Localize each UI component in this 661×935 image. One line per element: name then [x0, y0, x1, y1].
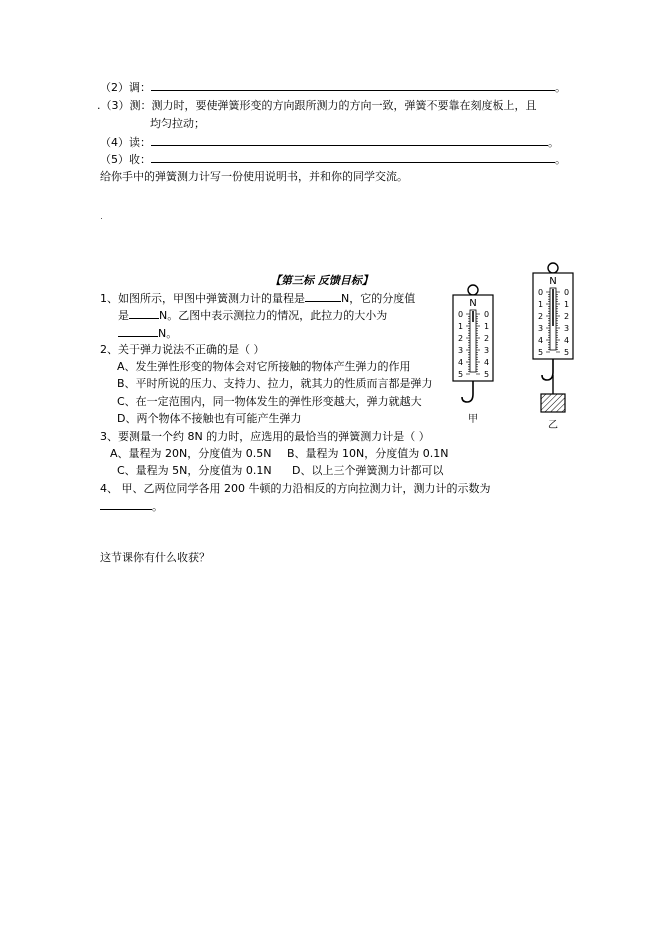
question-4-line2 — [100, 499, 163, 514]
scale-number: 1 — [458, 322, 464, 331]
scale-number: 5 — [484, 370, 490, 379]
scale-number: 3 — [458, 346, 464, 355]
scale-number: 4 — [564, 336, 570, 345]
answer-blank[interactable] — [118, 326, 158, 337]
section-title: 【第三标 反馈目标】 — [270, 274, 373, 287]
scale-number: 0 — [484, 310, 490, 319]
scale-number: 5 — [458, 370, 464, 379]
step-read-label: （4）读： — [100, 136, 151, 149]
scale-number: 3 — [538, 324, 544, 333]
scale-number: 4 — [538, 336, 544, 345]
step-adjust — [100, 80, 566, 95]
spring-scale-left — [453, 285, 493, 425]
q3-option-b: B、量程为 10N，分度值为 0.1N — [287, 447, 449, 460]
q1-text-c: 是 — [118, 309, 129, 322]
scale-number: 5 — [564, 348, 570, 357]
q2-option-d: D、两个物体不接触也有可能产生弹力 — [117, 412, 302, 425]
scale-number: 2 — [538, 312, 544, 321]
unit-label-left: N — [469, 298, 477, 309]
scale-number: 5 — [538, 348, 544, 357]
q4-end: 。 — [152, 500, 163, 513]
spring-scale-figure — [440, 262, 580, 432]
step-measure-text: 测力时，要使弹簧形变的方向跟所测力的方向一致，弹簧不要靠在刻度板上，且 — [151, 99, 537, 112]
step-measure — [97, 99, 537, 113]
caption-left: 甲 — [468, 414, 478, 425]
step-store-label: （5）收： — [100, 153, 151, 166]
answer-blank[interactable] — [151, 135, 548, 146]
step-read-end: 。 — [548, 136, 559, 149]
answer-blank[interactable] — [100, 499, 152, 510]
question-1 — [100, 291, 415, 306]
q2-option-c: C、在一定范围内，同一物体发生的弹性形变越大，弹力就越大 — [117, 395, 422, 408]
scale-number: 4 — [484, 358, 490, 367]
scale-number: 1 — [564, 300, 570, 309]
answer-blank[interactable] — [151, 152, 555, 163]
step-measure-label: .（3）测： — [97, 99, 152, 112]
weight-block — [541, 394, 565, 412]
answer-blank[interactable] — [129, 308, 159, 319]
scale-number: 2 — [484, 334, 490, 343]
q3-option-a: A、量程为 20N，分度值为 0.5N — [110, 447, 272, 460]
closing-question: 这节课你有什么收获？ — [100, 551, 210, 564]
scale-number: 4 — [458, 358, 464, 367]
unit-label-right: N — [549, 276, 557, 287]
q1-text-b: N，它的分度值 — [341, 292, 416, 305]
spring-scale-right — [533, 263, 573, 431]
scale-number: 2 — [564, 312, 570, 321]
answer-blank[interactable] — [305, 291, 341, 302]
q3-option-d: D、以上三个弹簧测力计都可以 — [292, 464, 444, 477]
scale-number: 3 — [484, 346, 490, 355]
step-read — [100, 135, 559, 150]
q1-text-d: N。乙图中表示测拉力的情况，此拉力的大小为 — [159, 309, 388, 322]
scale-number: 0 — [538, 288, 544, 297]
scale-number: 3 — [564, 324, 570, 333]
step-adjust-end: 。 — [555, 81, 566, 94]
step-measure-line2: 均匀拉动； — [150, 117, 205, 130]
step-store — [100, 152, 566, 167]
scale-number: 0 — [458, 310, 464, 319]
q2-option-a: A、发生弹性形变的物体会对它所接触的物体产生弹力的作用 — [117, 360, 411, 373]
question-1-line2 — [118, 308, 387, 323]
scale-number: 2 — [458, 334, 464, 343]
instruction-text: 给你手中的弹簧测力计写一份使用说明书，并和你的同学交流。 — [100, 170, 408, 183]
scale-number: 1 — [484, 322, 490, 331]
question-4: 4、 甲、乙两位同学各用 200 牛顿的力沿相反的方向拉测力计，测力计的示数为 — [100, 482, 491, 495]
question-2: 2、关于弹力说法不正确的是（ ） — [100, 343, 265, 356]
step-store-end: 。 — [555, 153, 566, 166]
q1-text-e: N。 — [158, 327, 178, 340]
q1-text-a: 1、如图所示，甲图中弹簧测力计的量程是 — [100, 292, 305, 305]
scale-number: 0 — [564, 288, 570, 297]
step-adjust-label: （2）调： — [100, 81, 151, 94]
caption-right: 乙 — [548, 420, 558, 431]
stray-dot — [101, 218, 102, 219]
answer-blank[interactable] — [151, 80, 555, 91]
scale-number: 1 — [538, 300, 544, 309]
question-3: 3、要测量一个约 8N 的力时，应选用的最恰当的弹簧测力计是（ ） — [100, 430, 430, 443]
q3-option-c: C、量程为 5N，分度值为 0.1N — [117, 464, 272, 477]
q2-option-b: B、平时所说的压力、支持力、拉力，就其力的性质而言都是弹力 — [117, 377, 433, 390]
question-1-line3 — [118, 326, 177, 341]
